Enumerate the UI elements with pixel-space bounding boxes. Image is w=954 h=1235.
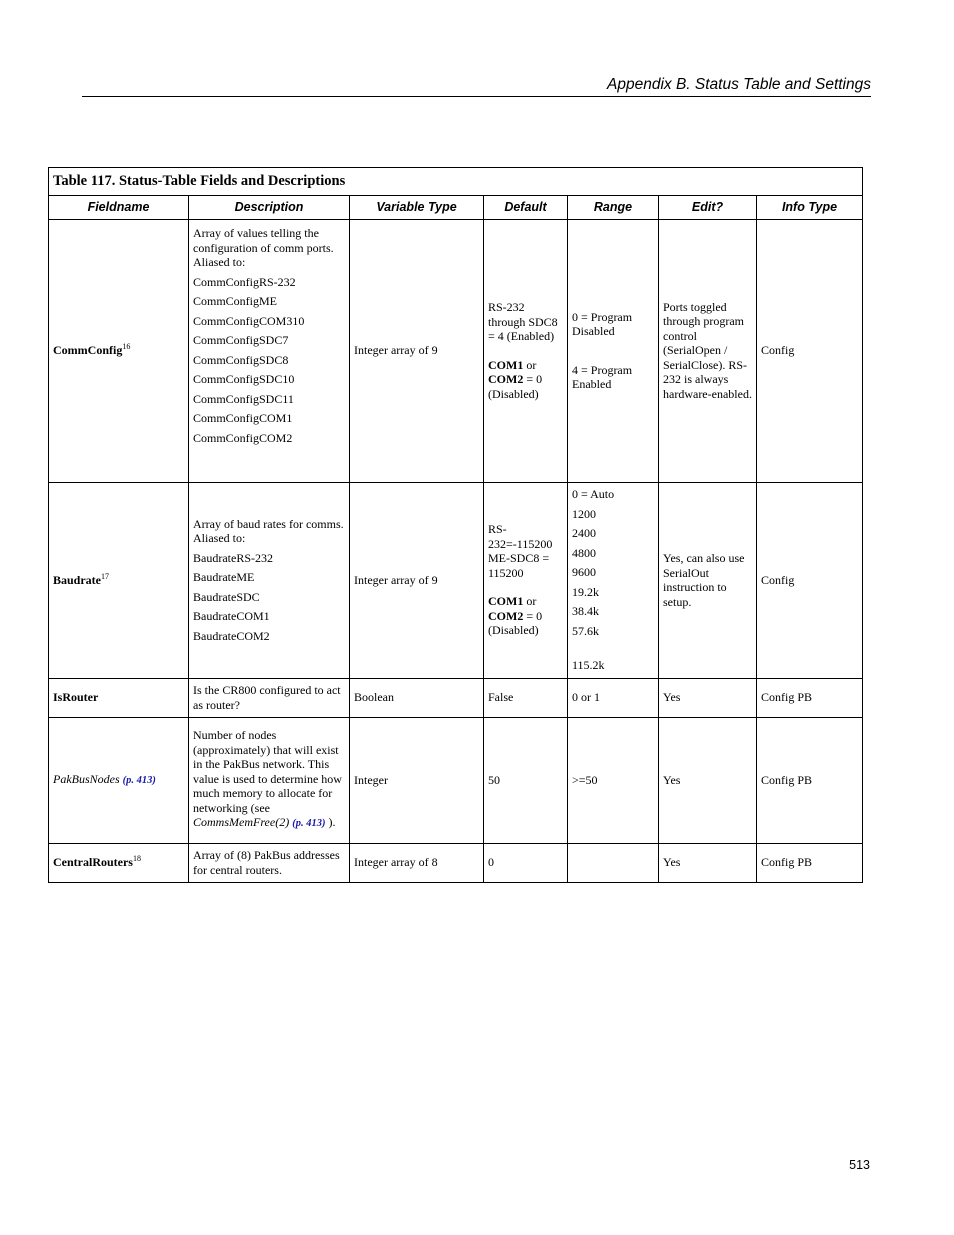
edit-cell: Yes bbox=[659, 678, 757, 717]
field-name: CommConfig bbox=[53, 343, 123, 358]
range-item: 115.2k bbox=[572, 658, 605, 673]
table-row bbox=[49, 843, 863, 882]
alias-item: BaudrateCOM2 bbox=[193, 628, 270, 643]
range-text: 4 = Program Enabled bbox=[572, 362, 633, 391]
range-cell bbox=[568, 219, 659, 482]
range-text: 0 = Program Disabled bbox=[572, 309, 633, 338]
page-link[interactable]: (p. 413) bbox=[122, 774, 156, 786]
default-com2: COM2 bbox=[488, 608, 524, 623]
table-row bbox=[49, 678, 863, 717]
range-cell bbox=[568, 843, 659, 882]
default-com1: COM1 bbox=[488, 357, 524, 372]
alias-item: BaudrateSDC bbox=[193, 589, 260, 604]
table-header-row bbox=[49, 196, 863, 220]
alias-item: CommConfigCOM1 bbox=[193, 411, 293, 425]
info-type-cell: Config PB bbox=[757, 843, 863, 882]
column-header: Range bbox=[568, 196, 659, 220]
footnote-ref: 18 bbox=[132, 854, 141, 864]
field-name: IsRouter bbox=[53, 690, 99, 705]
edit-cell: Ports toggled through program control (SerialOpen / SerialClose). RS-232 is always hardware-enabled. bbox=[659, 219, 757, 482]
description-text: Array of baud rates for comms. Aliased to: bbox=[193, 516, 344, 546]
alias-item: CommConfigME bbox=[193, 294, 278, 308]
default-text: RS-232=-115200 ME-SDC8 = 115200 bbox=[488, 522, 553, 580]
default-or: or bbox=[523, 594, 537, 609]
range-item: 38.4k bbox=[572, 604, 599, 619]
default-cell: 0 bbox=[484, 843, 568, 882]
alias-item: BaudrateRS-232 bbox=[193, 550, 273, 565]
table-row bbox=[49, 717, 863, 843]
range-item: 9600 bbox=[572, 565, 596, 580]
description-cell bbox=[189, 219, 350, 482]
default-com1: COM1 bbox=[488, 594, 524, 609]
table-row bbox=[49, 219, 863, 482]
description-cell bbox=[189, 717, 350, 843]
alias-item: CommConfigSDC10 bbox=[193, 372, 295, 386]
info-type-cell: Config PB bbox=[757, 678, 863, 717]
edit-cell: Yes bbox=[659, 717, 757, 843]
range-item: 19.2k bbox=[572, 584, 599, 599]
range-cell: 0 or 1 bbox=[568, 678, 659, 717]
edit-cell: Yes bbox=[659, 843, 757, 882]
alias-item: CommConfigRS-232 bbox=[193, 274, 296, 289]
default-cell bbox=[484, 482, 568, 678]
column-header: Variable Type bbox=[350, 196, 484, 220]
status-table bbox=[48, 167, 863, 883]
column-header: Fieldname bbox=[49, 196, 189, 220]
info-type-cell: Config bbox=[757, 482, 863, 678]
footnote-ref: 17 bbox=[101, 571, 109, 581]
alias-item: CommConfigSDC8 bbox=[193, 352, 289, 367]
field-name-cell bbox=[49, 482, 189, 678]
default-cell bbox=[484, 219, 568, 482]
description-end: ). bbox=[325, 815, 336, 830]
field-name-cell bbox=[49, 843, 189, 882]
default-disabled: (Disabled) bbox=[488, 623, 539, 638]
field-name: CentralRouters bbox=[53, 855, 133, 870]
table-row bbox=[49, 482, 863, 678]
page-number: 513 bbox=[849, 1158, 870, 1172]
default-eq: = 0 bbox=[523, 372, 543, 386]
range-cell: >=50 bbox=[568, 717, 659, 843]
default-cell: 50 bbox=[484, 717, 568, 843]
field-name-cell bbox=[49, 678, 189, 717]
page-link[interactable]: (p. 413) bbox=[292, 818, 326, 830]
default-or: or bbox=[523, 357, 537, 372]
alias-item: BaudrateCOM1 bbox=[193, 609, 270, 624]
default-com2: COM2 bbox=[488, 372, 524, 386]
variable-type-cell: Integer array of 9 bbox=[350, 219, 484, 482]
field-name: Baudrate bbox=[53, 572, 101, 587]
description-cell bbox=[189, 482, 350, 678]
alias-item: CommConfigCOM2 bbox=[193, 430, 293, 445]
variable-type-cell: Integer array of 8 bbox=[350, 843, 484, 882]
default-cell: False bbox=[484, 678, 568, 717]
description-text: Array of values telling the configuration of comm ports. Aliased to: bbox=[193, 226, 334, 269]
range-item: 57.6k bbox=[572, 623, 599, 638]
range-item: 1200 bbox=[572, 506, 596, 521]
table-caption: Table 117. Status-Table Fields and Descriptions bbox=[49, 168, 863, 196]
variable-type-cell: Integer bbox=[350, 717, 484, 843]
field-name-cell bbox=[49, 717, 189, 843]
description-cell: Is the CR800 configured to act as router? bbox=[189, 678, 350, 717]
range-item: 0 = Auto bbox=[572, 487, 615, 502]
variable-type-cell: Integer array of 9 bbox=[350, 482, 484, 678]
alias-item: CommConfigSDC7 bbox=[193, 333, 289, 347]
column-header: Edit? bbox=[659, 196, 757, 220]
alias-item: BaudrateME bbox=[193, 570, 255, 585]
field-name-cell bbox=[49, 219, 189, 482]
column-header: Description bbox=[189, 196, 350, 220]
edit-cell: Yes, can also use SerialOut instruction to setup. bbox=[659, 482, 757, 678]
description-cell: Array of (8) PakBus addresses for central routers. bbox=[189, 843, 350, 882]
field-name: PakBusNodes bbox=[53, 771, 120, 786]
description-text: Number of nodes (approximately) that will exist in the PakBus network. This value is used to determine how much memory to allocate for networking (see bbox=[193, 728, 342, 815]
column-header: Info Type bbox=[757, 196, 863, 220]
range-item: 4800 bbox=[572, 545, 596, 560]
column-header: Default bbox=[484, 196, 568, 220]
default-disabled: (Disabled) bbox=[488, 386, 539, 401]
footnote-ref: 16 bbox=[122, 342, 131, 352]
description-ref: CommsMemFree(2) bbox=[193, 815, 290, 830]
range-cell bbox=[568, 482, 659, 678]
variable-type-cell: Boolean bbox=[350, 678, 484, 717]
page-header: Appendix B. Status Table and Settings bbox=[82, 76, 871, 97]
default-text: RS-232 through SDC8 = 4 (Enabled) bbox=[488, 300, 558, 343]
info-type-cell: Config PB bbox=[757, 717, 863, 843]
alias-item: CommConfigCOM310 bbox=[193, 313, 305, 328]
info-type-cell: Config bbox=[757, 219, 863, 482]
alias-item: CommConfigSDC11 bbox=[193, 391, 294, 406]
range-item: 2400 bbox=[572, 526, 596, 541]
default-eq: = 0 bbox=[523, 608, 543, 623]
